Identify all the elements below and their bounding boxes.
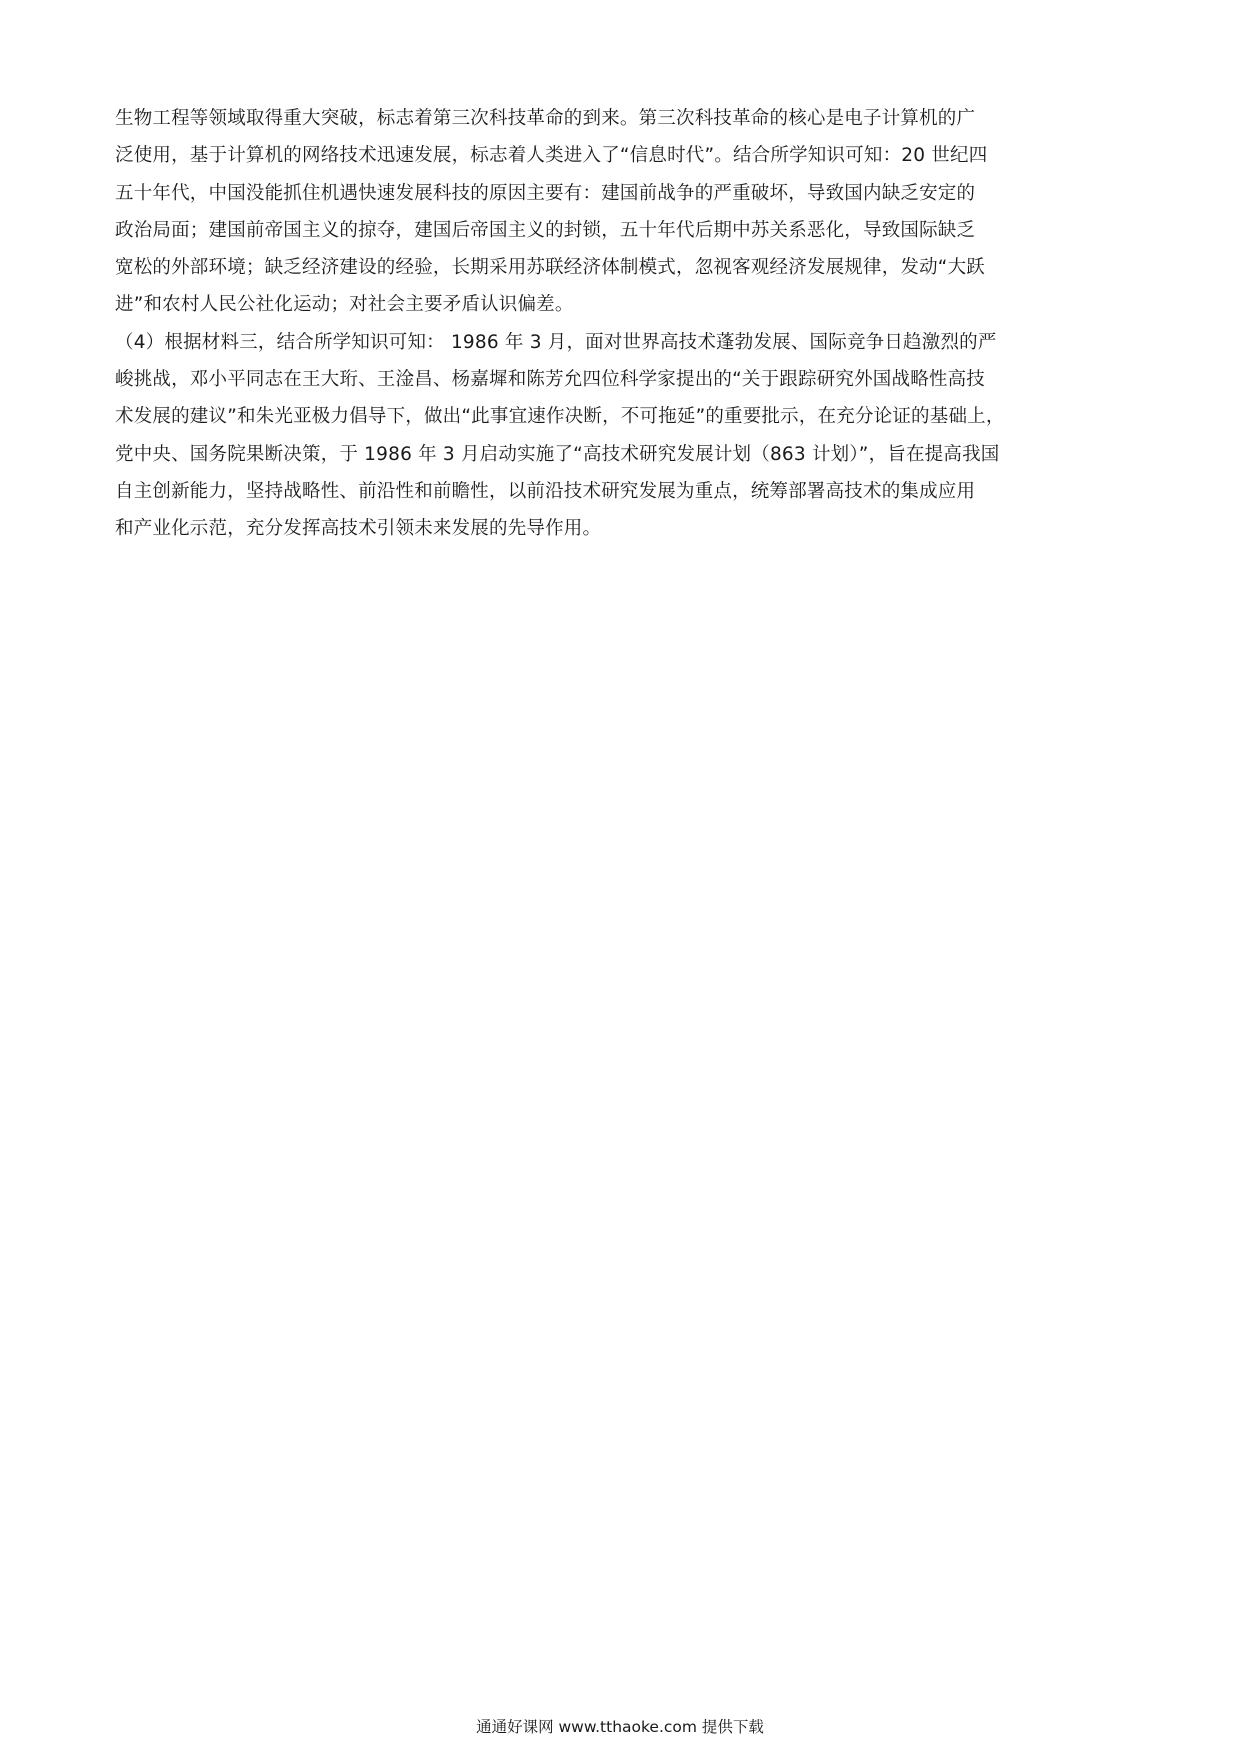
text-line-6: 进”和农村人民公社化运动；对社会主要矛盾认识偏差。	[115, 294, 574, 316]
text-line-10: 党中央、国务院果断决策，于 1986 年 3 月启动实施了“高技术研究发展计划（863 计划）”，旨在提高我国	[115, 443, 1000, 465]
text-line-3: 五十年代，中国没能抓住机遇快速发展科技的原因主要有：建国前战争的严重破坏，导致国内缺乏安定的	[115, 182, 976, 204]
document-body	[115, 100, 1125, 548]
text-line-4: 政治局面；建国前帝国主义的掠夺，建国后帝国主义的封锁，五十年代后期中苏关系恶化，导致国际缺乏	[115, 219, 976, 241]
page-footer: 通通好课网 www.tthaoke.com 提供下载	[476, 1718, 764, 1736]
text-line-7: （4）根据材料三，结合所学知识可知： 1986 年 3 月，面对世界高技术蓬勃发展、国际竞争日趋激烈的严	[115, 331, 997, 353]
text-line-2: 泛使用，基于计算机的网络技术迅速发展，标志着人类进入了“信息时代”。结合所学知识可知：20 世纪四	[115, 145, 988, 167]
text-line-5: 宽松的外部环境；缺乏经济建设的经验，长期采用苏联经济体制模式，忽视客观经济发展规律，发动“大跃	[115, 257, 985, 279]
text-line-1: 生物工程等领域取得重大突破，标志着第三次科技革命的到来。第三次科技革命的核心是电子计算机的广	[115, 108, 976, 129]
text-line-9: 术发展的建议”和朱光亚极力倡导下，做出“此事宜速作决断，不可拖延”的重要批示，在充分论证的基础上，	[115, 406, 1005, 428]
text-line-12: 和产业化示范，充分发挥高技术引领未来发展的先导作用。	[115, 518, 602, 540]
text-line-11: 自主创新能力，坚持战略性、前沿性和前瞻性，以前沿技术研究发展为重点，统筹部署高技术的集成应用	[115, 480, 976, 502]
text-line-8: 峻挑战，邓小平同志在王大珩、王淦昌、杨嘉墀和陈芳允四位科学家提出的“关于跟踪研究外国战略性高技	[115, 369, 985, 391]
